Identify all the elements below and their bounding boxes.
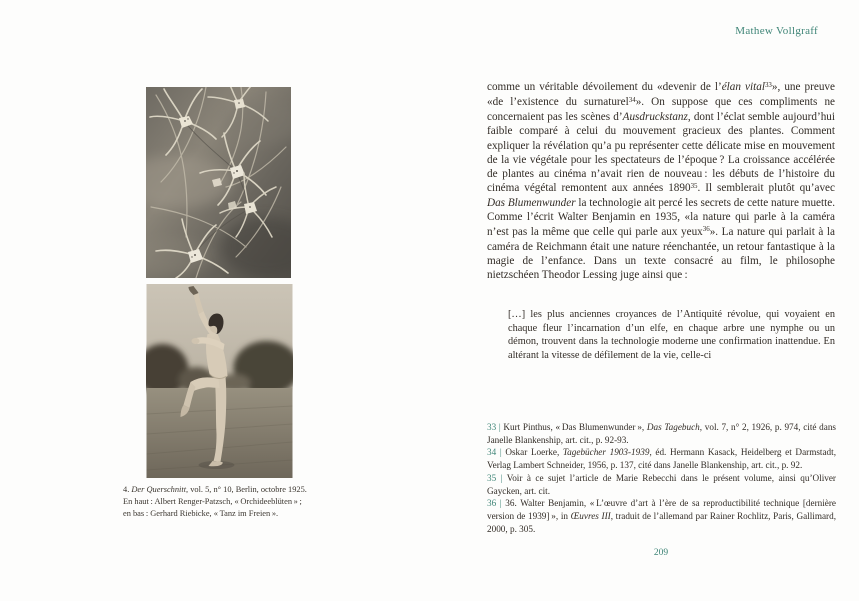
- page-number: 209: [653, 548, 669, 558]
- footnote-35: 35 | Voir à ce sujet l’article de Marie Rebecchi dans le présent volume, ainsi qu’Oliver Gaycken, art. cit.: [487, 472, 836, 496]
- footnote-33: 33 | Kurt Pinthus, « Das Blumenwunder », Das Tagebuch, vol. 7, n° 2, 1926, p. 974, cité dans Janelle Blankenship, art. cit., p. 92-93.: [487, 422, 836, 445]
- outdoor-dancer-photo: [146, 284, 293, 478]
- body-paragraph: comme un véritable dévoilement du «devenir de l’élan vital$^{33}$», une preuve «de l’existence du surnaturel$^{34}$». On suppose que ces compliments ne concernaient pas les scènes d’Ausdruckstanz, dont l’éclat semble aujourd’hui faible comparé à celui du mouvement gracieux des plantes. Comment expliquer la révélation qu’a pu représenter cette délicate mise en mouvement de la vie végétale pour les spectateurs de l’époque ? La croissance accélérée de plantes au cinéma n’avait rien de nouveau : les débuts de l’histoire du cinéma végétal remontent aux années 1890$^{35}$. Il semblerait plutôt qu’avec Das Blumenwunder la technologie ait percé les secrets de cette nature muette. Comme l’écrit Walter Benjamin en 1935, «la nature qui parle à la caméra n’est pas la même que celle qui parle aux yeux$^{36}$». La nature qui parlait à la caméra de Reichmann était une nature réenchantée, un retour fantastique à la magie de l’enfance. Dans un texte consacré au film, le philosophe nietzschéen Theodor Lessing juge ainsi que :: [487, 80, 836, 282]
- running-header: Mathew Vollgraff: [735, 25, 818, 37]
- caption-line-1: 4. Der Querschnitt, vol. 5, n° 10, Berlin, octobre 1925.: [123, 485, 307, 494]
- caption-line-3: en bas : Gerhard Riebicke, « Tanz im Freien ».: [123, 509, 279, 518]
- caption-line-2: En haut : Albert Renger-Patzsch, « Orchideeblüten » ;: [123, 497, 302, 506]
- footnotes: [487, 421, 836, 535]
- footnote-34: 34 | Oskar Loerke, Tagebücher 1903-1939, éd. Hermann Kasack, Heidelberg et Darmstadt, Verlag Lambert Schneider, 1956, p. 137, cité dans Janelle Blankenship, art. cit., p. 92.: [487, 447, 836, 471]
- footnote-36: 36 | 36. Walter Benjamin, « L’œuvre d’art à l’ère de sa reproductibilité technique [dernière version de 1939] », in Œuvres III, traduit de l’allemand par Rainer Rochlitz, Paris, Gallimard, 2000, p. 305.: [487, 498, 837, 534]
- figure-caption: [123, 484, 393, 520]
- orchid-blossoms-photo: [146, 87, 291, 278]
- block-quote: […] les plus anciennes croyances de l’Antiquité révolue, qui voyaient en chaque fleur l’incarnation d’un elfe, en chaque arbre une nymphe ou un démon, trouvent dans la technologie moderne une confirmation inattendue. En altérant la vitesse de défilement de la vie, celle-ci: [508, 309, 835, 361]
